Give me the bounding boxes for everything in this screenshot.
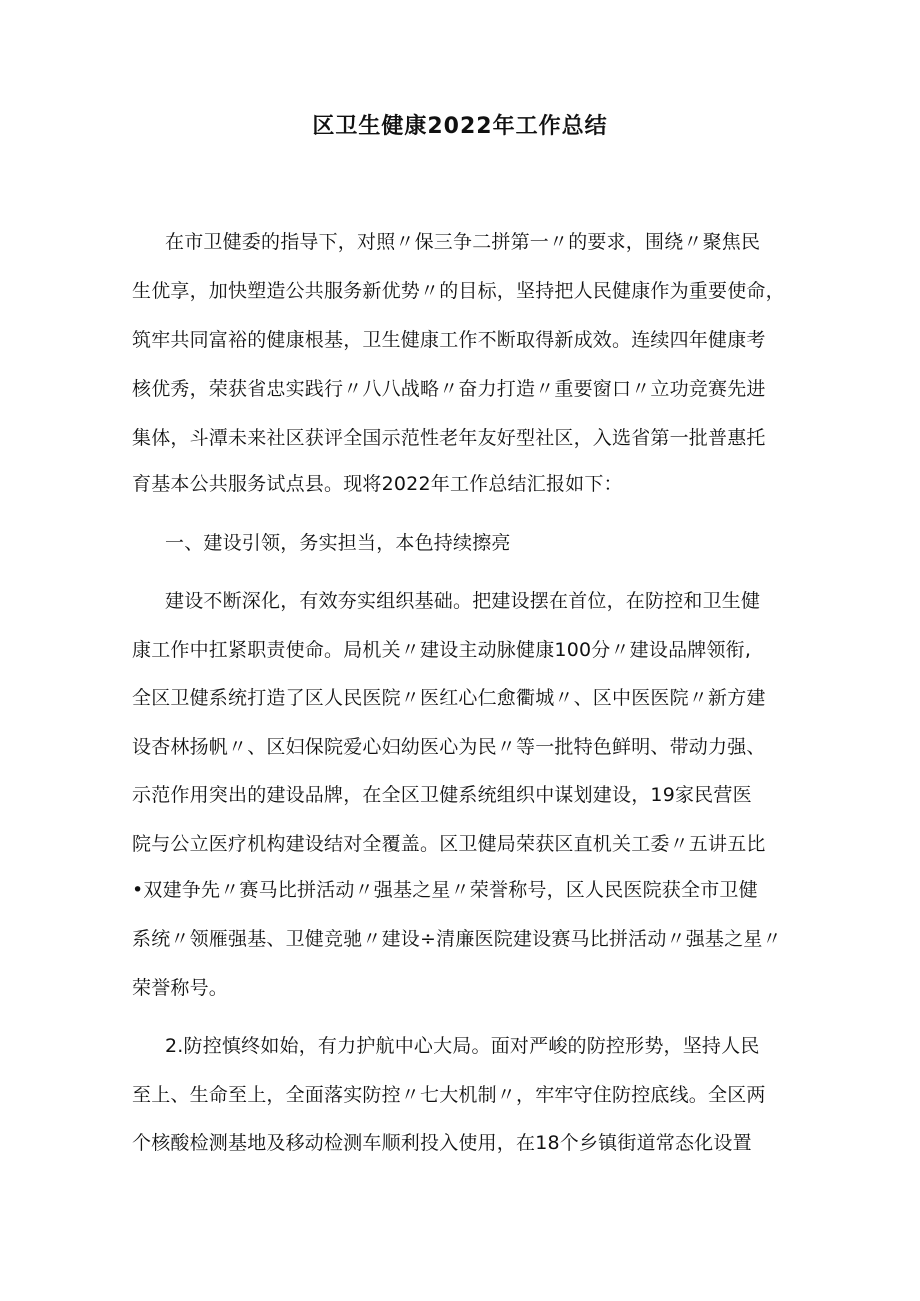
paragraph-line: 个核酸检测基地及移动检测车顺利投入使用，在18个乡镇街道常态化设置 xyxy=(132,1132,752,1154)
paragraph-line: 示范作用突出的建设品牌，在全区卫健系统组织中谋划建设，19家民营医 xyxy=(132,784,752,806)
paragraph-line: 育基本公共服务试点县。现将2022年工作总结汇报如下： xyxy=(132,473,623,495)
document-title: 区卫生健康2022年工作总结 xyxy=(312,114,608,139)
paragraph-line: 院与公立医疗机构建设结对全覆盖。区卫健局荣获区直机关工委〃五讲五比 xyxy=(132,833,766,855)
paragraph-line: 荣誉称号。 xyxy=(132,977,229,999)
paragraph-line: 2.防控慎终如始，有力护航中心大局。面对严峻的防控形势，坚持人民 xyxy=(165,1035,760,1057)
paragraph-line: 核优秀，荣获省忠实践行〃八八战略〃奋力打造〃重要窗口〃立功竞赛先进 xyxy=(132,378,766,400)
paragraph-line: 康工作中扛紧职责使命。局机关〃建设主动脉健康100分〃建设品牌领衔, xyxy=(132,639,752,661)
paragraph-line: •双建争先〃赛马比拼活动〃强基之星〃荣誉称号，区人民医院获全市卫健 xyxy=(132,879,758,901)
paragraph-line: 系统〃领雁强基、卫健竞驰〃建设÷清廉医院建设赛马比拼活动〃强基之星〃 xyxy=(132,928,782,950)
paragraph-line: 在市卫健委的指导下，对照〃保三争二拼第一〃的要求，围绕〃聚焦民 xyxy=(165,231,761,253)
section-heading: 一、建设引领，务实担当，本色持续擦亮 xyxy=(165,532,511,554)
paragraph-line: 全区卫健系统打造了区人民医院〃医红心仁愈衢城〃、区中医医院〃新方建 xyxy=(132,687,766,709)
paragraph-line: 筑牢共同富裕的健康根基，卫生健康工作不断取得新成效。连续四年健康考 xyxy=(132,329,766,351)
paragraph-line: 生优享，加快塑造公共服务新优势〃的目标，坚持把人民健康作为重要使命， xyxy=(132,280,785,302)
paragraph-line: 设杏林扬帆〃、区妇保院爱心妇幼医心为民〃等一批特色鲜明、带动力强、 xyxy=(132,736,766,758)
paragraph-line: 集体，斗潭未来社区获评全国示范性老年友好型社区，入选省第一批普惠托 xyxy=(132,427,766,449)
paragraph-line: 建设不断深化，有效夯实组织基础。把建设摆在首位，在防控和卫生健 xyxy=(165,590,761,612)
paragraph-line: 至上、生命至上，全面落实防控〃七大机制〃，牢牢守住防控底线。全区两 xyxy=(132,1084,766,1106)
